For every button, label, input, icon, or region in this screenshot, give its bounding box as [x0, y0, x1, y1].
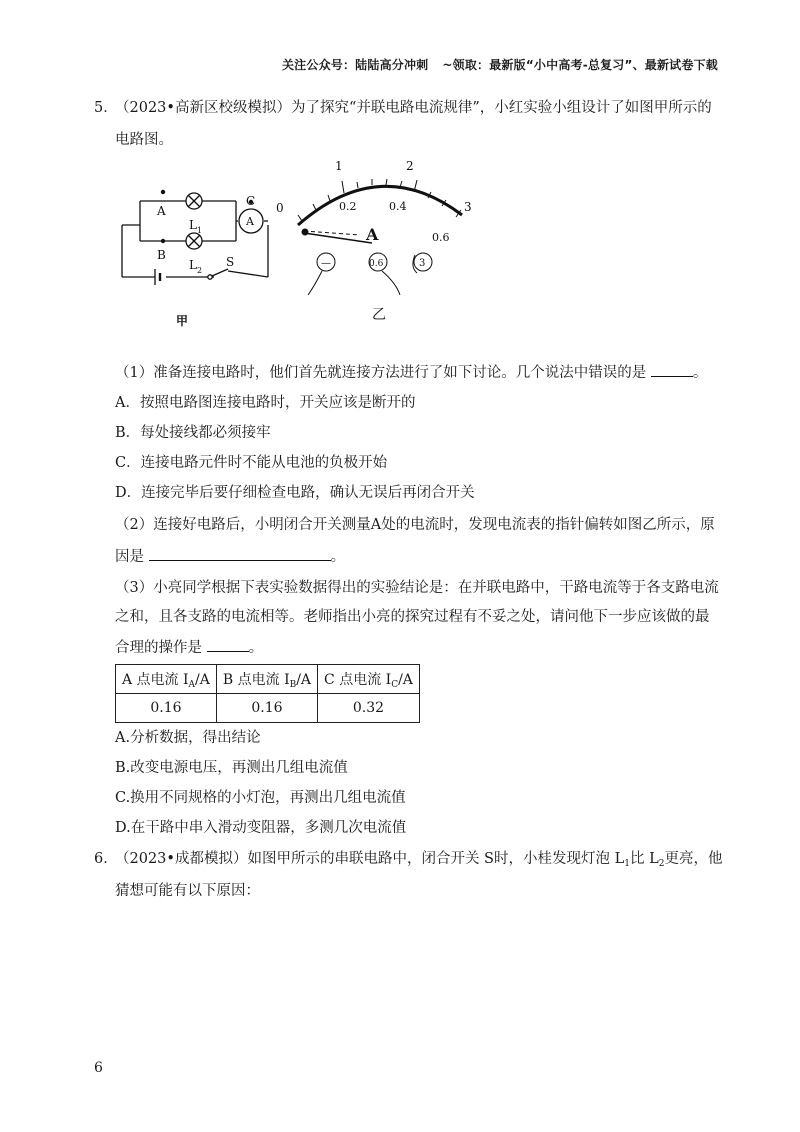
- question-6-intro-cont: 猜想可能有以下原因：: [115, 883, 260, 899]
- question-5-intro: （2023•高新区校级模拟）为了探究“并联电路电流规律”，小红实验小组设计了如图甲所示的: [115, 100, 712, 116]
- page-header: [282, 56, 718, 73]
- part-3-answer-blank[interactable]: [207, 637, 249, 652]
- table-header-row: [116, 665, 420, 694]
- part-1-stem: [115, 362, 715, 383]
- question-6-number: 6．: [94, 851, 118, 867]
- part-1-option-b: B．每处接线都必须接牢: [115, 425, 271, 441]
- page-number: 6: [94, 1060, 103, 1076]
- meter-unit-label: A: [366, 225, 379, 244]
- part-1-stem-end: 。: [692, 365, 708, 381]
- table-cell: 0.16: [216, 694, 317, 723]
- part-1-option-a: A．按照电路图连接电路时，开关应该是断开的: [115, 395, 416, 411]
- table-cell: 0.16: [116, 694, 217, 723]
- scale-bottom-0-4: 0.4: [389, 200, 407, 213]
- part-3-stem-cont2: [115, 637, 715, 658]
- scale-bottom-0-2: 0.2: [339, 200, 357, 213]
- figure-yi-caption: 乙: [372, 307, 386, 323]
- header-promo: ~领取：最新版“小中高考-总复习”、最新试卷下载: [442, 58, 718, 72]
- table-header-cell: C 点电流 $I_C/A$: [318, 665, 420, 694]
- table-header-cell: B 点电流 $I_B/A$: [216, 665, 317, 694]
- lamp-l1-subscript: 1: [197, 226, 203, 235]
- part-1-option-c: C．连接电路元件时不能从电池的负极开始: [115, 455, 388, 471]
- part-2-stem-cont-text: 因是: [115, 549, 144, 565]
- part-3-stem: （3）小亮同学根据下表实验数据得出的实验结论是：在并联电路中，干路电流等于各支路电流: [115, 580, 719, 596]
- lamp-l1-label: L: [189, 218, 197, 232]
- scale-top-2: 2: [406, 159, 414, 173]
- table-header-cell: A 点电流 $I_A/A$: [116, 665, 217, 694]
- part-2-answer-blank[interactable]: [149, 546, 331, 561]
- question-6-intro: （2023•成都模拟）如图甲所示的串联电路中，闭合开关 S时，小桂发现灯泡 $L_1$比 $L_2$更亮，他: [115, 851, 723, 869]
- terminal-0-6: 0.6: [369, 259, 384, 269]
- part-3-stem-cont2-text: 合理的操作是: [115, 640, 202, 656]
- question-5-number: 5．: [94, 100, 118, 116]
- scale-top-3: 3: [464, 200, 472, 214]
- scale-top-1: 1: [335, 159, 343, 173]
- part-2-stem: （2）连接好电路后，小明闭合开关测量A处的电流时，发现电流表的指针偏转如图乙所示，原: [115, 517, 715, 533]
- lamp-l2-subscript: 2: [197, 266, 203, 275]
- part-2-stem-cont: [115, 546, 715, 567]
- part-1-stem-text: （1）准备连接电路时，他们首先就连接方法进行了如下讨论。几个说法中错误的是: [115, 365, 647, 381]
- part-3-stem-cont: 之和，且各支路的电流相等。老师指出小亮的探究过程有不妥之处，请问他下一步应该做的最: [115, 609, 710, 625]
- part-3-option-c: C.换用不同规格的小灯泡，再测出几组电流值: [115, 790, 406, 806]
- scale-top-0: 0: [276, 201, 284, 215]
- scale-bottom-0-6: 0.6: [432, 231, 450, 244]
- current-data-table: [115, 664, 420, 723]
- part-3-option-b: B.改变电源电压，再测出几组电流值: [115, 760, 348, 776]
- part-3-option-a: A.分析数据，得出结论: [115, 730, 261, 746]
- part-1-option-d: D．连接完毕后要仔细检查电路，确认无误后再闭合开关: [115, 485, 475, 501]
- table-row: [116, 694, 420, 723]
- table-cell: 0.32: [318, 694, 420, 723]
- part-3-stem-end: 。: [248, 640, 264, 656]
- point-a-label: A: [157, 204, 166, 218]
- figure-jia-caption: 甲: [176, 314, 189, 328]
- lamp-l2-label: L: [189, 258, 197, 272]
- question-5-intro-cont: 电路图。: [115, 132, 173, 148]
- terminal-3: 3: [419, 258, 426, 269]
- part-3-option-d: D.在干路中串入滑动变阻器，多测几次电流值: [115, 820, 407, 836]
- point-c-label: C: [246, 194, 256, 208]
- switch-s-label: S: [226, 255, 235, 269]
- point-b-label: B: [157, 248, 166, 262]
- header-account: 关注公众号：陆陆高分冲刺: [281, 58, 429, 72]
- terminal-negative: —: [321, 258, 331, 269]
- part-1-answer-blank[interactable]: [651, 362, 693, 377]
- circuit-and-ammeter-figure: [110, 155, 510, 335]
- part-2-stem-end: 。: [330, 549, 346, 565]
- ammeter-symbol: A: [246, 215, 254, 228]
